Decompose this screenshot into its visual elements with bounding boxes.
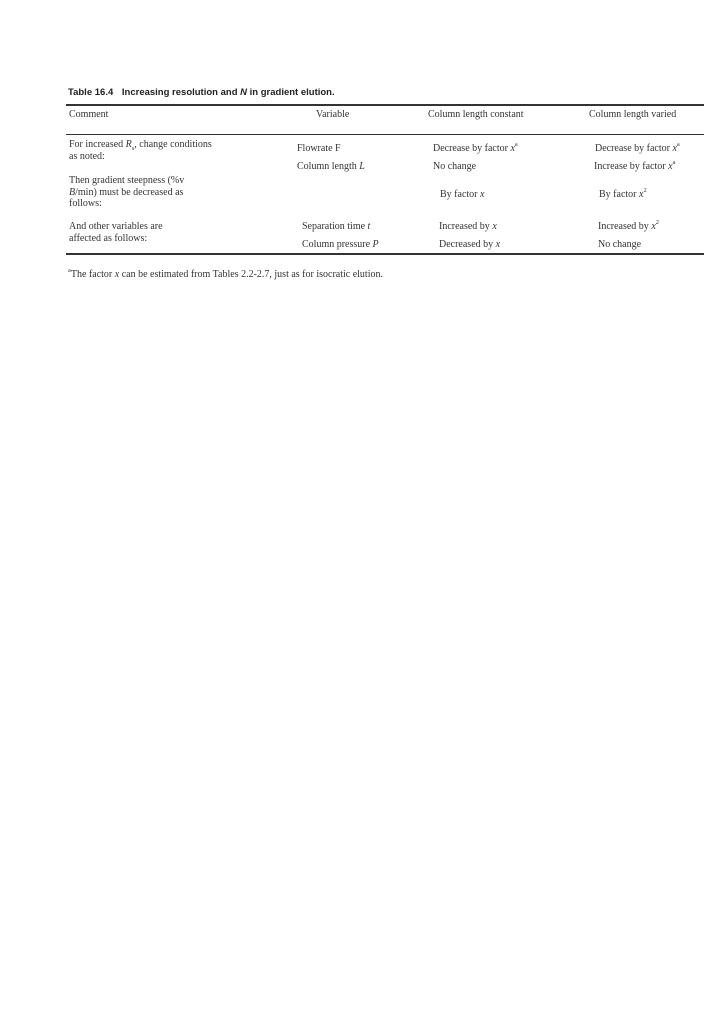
table-caption <box>68 87 335 98</box>
table-footnote: $^a$The factor x can be estimated from Tables 2.2-2.7, just as for isocratic elution. <box>68 267 383 280</box>
table-title-variable: N <box>240 87 248 98</box>
row1b-varied: Increase by factor $x^a$ <box>594 159 676 172</box>
row1a-varied: Decrease by factor $x^a$ <box>595 141 680 154</box>
footnote-marker: a <box>68 267 71 275</box>
row3b-variable: Column pressure P <box>302 239 379 250</box>
row3a-varied: Increased by $x^2$ <box>598 219 660 232</box>
row1b-constant: No change <box>433 161 477 172</box>
header-column-length-constant: Column length constant <box>428 109 524 120</box>
row3a-constant: Increased by x <box>439 221 497 232</box>
row1a-variable: Flowrate F <box>297 143 341 154</box>
row2-constant: By factor x <box>440 189 485 200</box>
row1-comment: For increased $R_s$, change conditions as noted: <box>69 139 212 162</box>
header-comment: Comment <box>69 109 109 120</box>
table-title-part1: Increasing resolution and <box>121 87 238 98</box>
row3-comment: And other variables are affected as follows: <box>69 221 163 244</box>
resolution-symbol: R <box>125 139 132 150</box>
header-variable: Variable <box>316 109 350 120</box>
row2-comment: Then gradient steepness (%v B/min) must be decreased as follows: <box>69 175 185 209</box>
header-column-length-varied: Column length varied <box>589 109 677 120</box>
row1a-constant: Decrease by factor $x^a$ <box>433 141 518 154</box>
row3b-varied: No change <box>598 239 642 250</box>
row2-varied: By factor $x^2$ <box>599 187 647 200</box>
table-top-rule <box>66 104 704 106</box>
table-number: Table 16.4 <box>68 87 114 98</box>
table-title-part2: in gradient elution. <box>249 87 335 98</box>
row3b-constant: Decreased by x <box>439 239 501 250</box>
table-bottom-rule <box>66 253 704 255</box>
row1b-variable: Column length L <box>297 161 365 172</box>
row3a-variable: Separation time t <box>302 221 371 232</box>
table-header-rule <box>66 134 704 135</box>
